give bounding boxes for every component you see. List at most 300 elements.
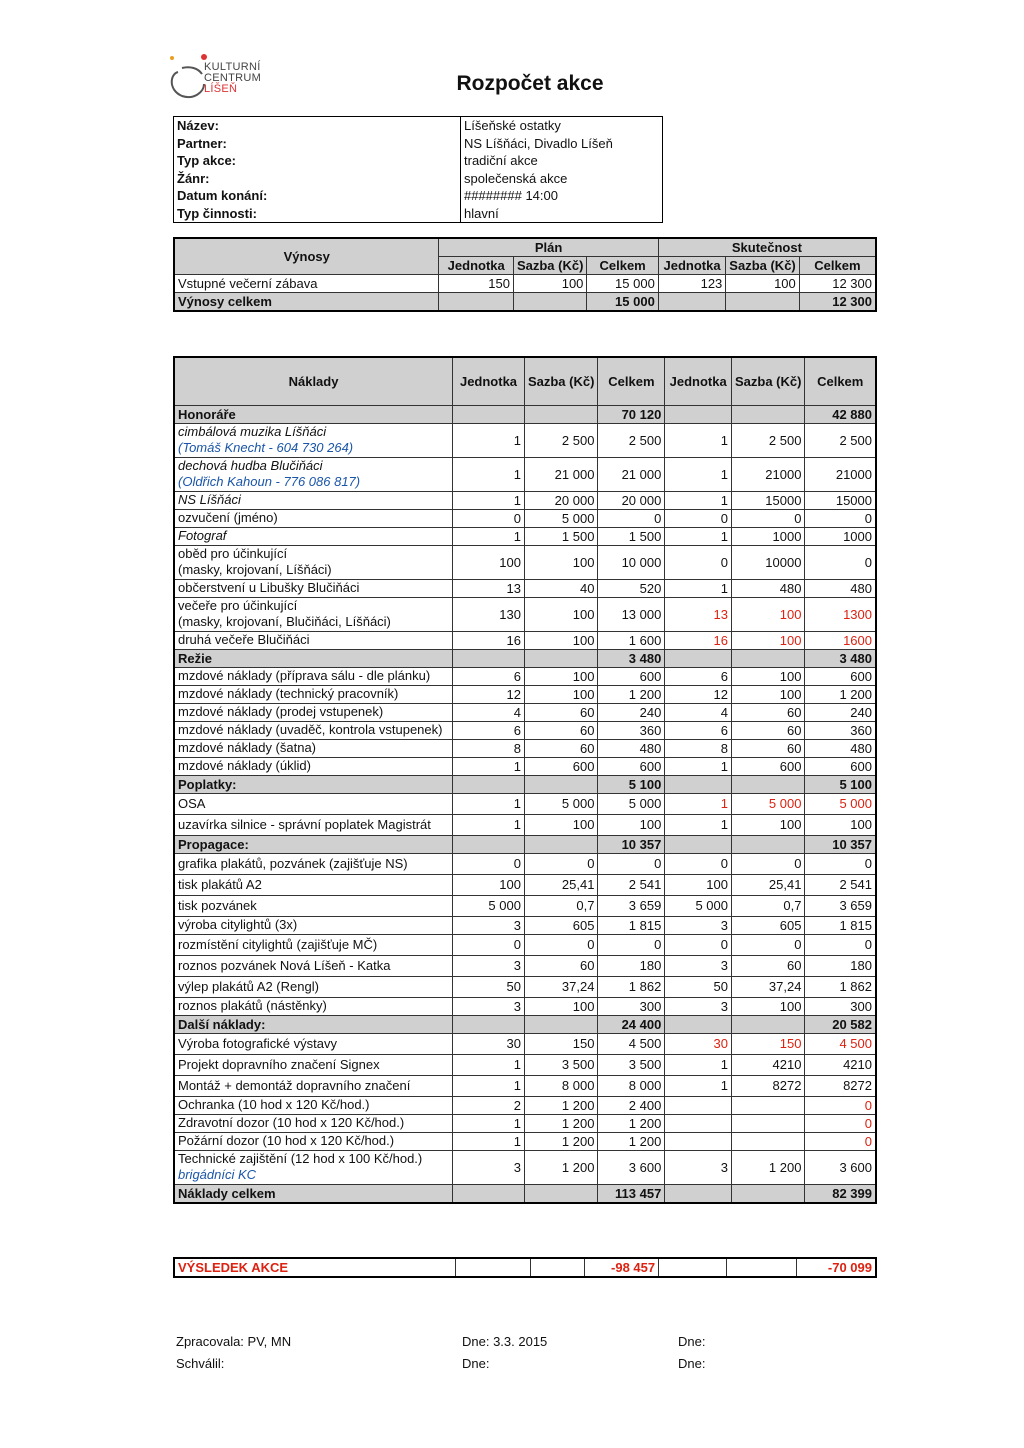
costs-table — [173, 356, 877, 1204]
row-label-line: tisk pozvánek — [178, 897, 257, 913]
value-cell: 8 000 — [524, 1075, 597, 1096]
info-value: hlavní — [461, 205, 663, 223]
value-cell: 0 — [598, 934, 665, 955]
empty-cell — [439, 293, 513, 312]
row-label-line: Požární dozor (10 hod x 120 Kč/hod.) — [178, 1133, 395, 1148]
value-cell: 25,41 — [524, 874, 597, 895]
row-label-line: rozmístění citylightů (zajišťuje MČ) — [178, 936, 378, 952]
date-label: Dne: — [678, 1355, 706, 1371]
value-cell: 0 — [598, 509, 665, 527]
value-cell: 150 — [524, 1033, 597, 1054]
row-label — [174, 579, 453, 597]
value-cell: 100 — [665, 874, 732, 895]
value-cell — [665, 1114, 732, 1132]
value-cell: 15000 — [805, 491, 876, 509]
value-cell: 1 815 — [598, 916, 665, 934]
info-label: Datum konání: — [177, 188, 268, 204]
info-row — [174, 152, 663, 170]
value-cell: 1000 — [805, 527, 876, 545]
info-row — [174, 205, 663, 223]
value-cell: 360 — [598, 721, 665, 739]
value-cell: 16 — [665, 631, 732, 649]
row-label-line: mzdové náklady (úklid) — [178, 758, 311, 773]
row-label-line: brigádníci KC — [178, 1167, 257, 1182]
value-cell: 8272 — [805, 1075, 876, 1096]
value-cell: 5 000 — [524, 509, 597, 527]
date-label: Dne: — [462, 1355, 490, 1371]
column-header: Sazba (Kč) — [524, 357, 597, 405]
value-cell: 1 200 — [731, 1150, 804, 1184]
empty-cell — [665, 835, 732, 853]
value-cell: 0 — [665, 853, 732, 874]
value-cell: 100 — [524, 667, 597, 685]
value-cell: 0 — [598, 853, 665, 874]
value-cell: 150 — [439, 275, 513, 293]
row-label-line: (Oldřich Kahoun - 776 086 817) — [178, 474, 361, 489]
row-label — [174, 457, 453, 491]
signature-label: Schválil: — [176, 1355, 225, 1371]
value-cell: 4210 — [731, 1054, 804, 1075]
table-row — [174, 1075, 876, 1096]
value-cell: 1 815 — [805, 916, 876, 934]
value-cell: 1 200 — [524, 1096, 597, 1114]
value-cell: 30 — [665, 1033, 732, 1054]
row-label-line: uzavírka silnice - správní poplatek Magistrát — [178, 816, 431, 832]
empty-cell — [513, 293, 586, 312]
costs-total-label: Náklady celkem — [174, 1184, 453, 1203]
value-cell: 3 — [453, 955, 525, 976]
section-title: Další náklady: — [174, 1015, 453, 1033]
row-label-line: oběd pro účinkující — [178, 546, 288, 561]
value-cell: 605 — [731, 916, 804, 934]
section-total: 5 100 — [805, 775, 876, 793]
row-label-line: výlep plakátů A2 (Rengl) — [178, 978, 319, 994]
value-cell: 1 — [453, 1054, 525, 1075]
value-cell: 1 — [453, 757, 525, 775]
value-cell: 6 — [453, 667, 525, 685]
value-cell: 0 — [453, 853, 525, 874]
value-cell: 5 000 — [524, 793, 597, 814]
empty-cell — [453, 1015, 525, 1033]
empty-cell — [455, 1258, 531, 1277]
empty-cell — [731, 1015, 804, 1033]
value-cell: 3 — [453, 1150, 525, 1184]
value-cell: 60 — [524, 955, 597, 976]
signature-block — [173, 1330, 773, 1374]
value-cell: 0 — [805, 934, 876, 955]
value-cell: 3 — [665, 955, 732, 976]
empty-cell — [531, 1258, 585, 1277]
table-row — [174, 527, 876, 545]
row-label-line: Fotograf — [178, 528, 227, 543]
empty-cell — [453, 775, 525, 793]
value-cell: 60 — [731, 721, 804, 739]
section-total: 24 400 — [598, 1015, 665, 1033]
revenue-header: Výnosy — [174, 238, 439, 275]
table-row — [174, 853, 876, 874]
row-label — [174, 667, 453, 685]
section-title: Režie — [174, 649, 453, 667]
value-cell: 3 — [665, 916, 732, 934]
row-label — [174, 1114, 453, 1132]
row-label-line: mzdové náklady (příprava sálu - dle plánku) — [178, 668, 431, 683]
empty-cell — [524, 405, 597, 423]
table-row — [174, 874, 876, 895]
section-total: 3 480 — [805, 649, 876, 667]
revenue-total: 12 300 — [799, 293, 876, 312]
value-cell: 3 600 — [598, 1150, 665, 1184]
empty-cell — [453, 405, 525, 423]
info-value: NS Líšňáci, Divadlo Líšeň — [461, 135, 663, 153]
row-label-line: mzdové náklady (šatna) — [178, 740, 317, 755]
empty-cell — [524, 1015, 597, 1033]
value-cell — [665, 1096, 732, 1114]
value-cell: 100 — [453, 874, 525, 895]
value-cell: 10000 — [731, 545, 804, 579]
table-row — [174, 631, 876, 649]
value-cell: 1 200 — [598, 685, 665, 703]
value-cell: 123 — [658, 275, 726, 293]
value-cell: 1 — [665, 579, 732, 597]
value-cell: 0 — [453, 509, 525, 527]
value-cell: 12 300 — [799, 275, 876, 293]
value-cell: 0 — [805, 1132, 876, 1150]
value-cell: 600 — [524, 757, 597, 775]
value-cell: 3 — [665, 1150, 732, 1184]
table-row — [174, 1150, 876, 1184]
value-cell: 100 — [805, 814, 876, 835]
value-cell: 100 — [524, 814, 597, 835]
info-value: tradiční akce — [461, 152, 663, 170]
value-cell: 1 — [665, 457, 732, 491]
value-cell: 20 000 — [524, 491, 597, 509]
section-row — [174, 835, 876, 853]
table-row — [174, 997, 876, 1015]
value-cell: 4210 — [805, 1054, 876, 1075]
row-label-line: občerstvení u Libušky Blučiňáci — [178, 580, 360, 595]
row-label — [174, 527, 453, 545]
value-cell: 15 000 — [587, 275, 658, 293]
table-row — [174, 1132, 876, 1150]
value-cell: 20 000 — [598, 491, 665, 509]
result-label: VÝSLEDEK AKCE — [174, 1258, 455, 1277]
value-cell: 2 500 — [731, 423, 804, 457]
column-header: Sazba (Kč) — [731, 357, 804, 405]
empty-cell — [731, 1184, 804, 1203]
row-label — [174, 874, 453, 895]
value-cell: 100 — [731, 597, 804, 631]
value-cell: 100 — [524, 685, 597, 703]
value-cell: 240 — [598, 703, 665, 721]
row-label-line: dechová hudba Blučiňáci — [178, 458, 323, 473]
table-row — [174, 1114, 876, 1132]
value-cell: 480 — [805, 739, 876, 757]
row-label-line: (masky, krojovaní, Líšňáci) — [178, 562, 332, 577]
row-label-line: (Tomáš Knecht - 604 730 264) — [178, 440, 354, 455]
empty-cell — [453, 835, 525, 853]
table-row — [174, 545, 876, 579]
empty-cell — [726, 1258, 796, 1277]
empty-cell — [731, 649, 804, 667]
logo — [160, 50, 310, 110]
info-label: Typ činnosti: — [177, 205, 257, 221]
value-cell: 3 500 — [524, 1054, 597, 1075]
value-cell: 2 — [453, 1096, 525, 1114]
value-cell: 0 — [524, 934, 597, 955]
value-cell: 21 000 — [524, 457, 597, 491]
value-cell: 100 — [524, 545, 597, 579]
result-table — [173, 1257, 877, 1278]
value-cell: 21 000 — [598, 457, 665, 491]
section-row — [174, 1015, 876, 1033]
value-cell: 1 862 — [805, 976, 876, 997]
row-label-line: výroba citylightů (3x) — [178, 917, 298, 932]
column-header: Jednotka — [665, 357, 732, 405]
empty-cell — [731, 405, 804, 423]
value-cell: 300 — [598, 997, 665, 1015]
actual-header: Skutečnost — [658, 238, 876, 257]
info-label: Název: — [177, 118, 219, 134]
value-cell: 1 — [665, 814, 732, 835]
row-label — [174, 739, 453, 757]
row-label — [174, 545, 453, 579]
empty-cell — [524, 649, 597, 667]
table-row — [174, 685, 876, 703]
section-total: 42 880 — [805, 405, 876, 423]
value-cell: 2 500 — [598, 423, 665, 457]
value-cell: 6 — [665, 721, 732, 739]
result-value: -98 457 — [585, 1258, 659, 1277]
value-cell: 100 — [731, 814, 804, 835]
value-cell: 520 — [598, 579, 665, 597]
section-total: 20 582 — [805, 1015, 876, 1033]
value-cell: 3 659 — [805, 895, 876, 916]
value-cell: 0 — [805, 509, 876, 527]
value-cell: 1 600 — [598, 631, 665, 649]
value-cell: 0 — [731, 853, 804, 874]
table-row — [174, 739, 876, 757]
value-cell: 360 — [805, 721, 876, 739]
value-cell: 5 000 — [453, 895, 525, 916]
value-cell — [731, 1132, 804, 1150]
value-cell: 1 — [453, 491, 525, 509]
value-cell: 1 — [453, 423, 525, 457]
value-cell — [665, 1132, 732, 1150]
value-cell: 60 — [524, 721, 597, 739]
row-label-line: Zdravotní dozor (10 hod x 120 Kč/hod.) — [178, 1115, 405, 1130]
column-header: Celkem — [805, 357, 876, 405]
section-total: 3 480 — [598, 649, 665, 667]
info-label: Žánr: — [177, 170, 210, 186]
row-label-line: (masky, krojovaní, Blučiňáci, Líšňáci) — [178, 614, 391, 629]
table-row — [174, 955, 876, 976]
value-cell: 1 — [665, 423, 732, 457]
logo-line3: LÍŠEŇ — [204, 83, 238, 95]
row-label — [174, 853, 453, 874]
costs-total: 113 457 — [598, 1184, 665, 1203]
value-cell: 8 — [665, 739, 732, 757]
value-cell: 1 500 — [598, 527, 665, 545]
value-cell: 5 000 — [731, 793, 804, 814]
value-cell: 13 — [453, 579, 525, 597]
value-cell: 1 500 — [524, 527, 597, 545]
value-cell: 0 — [805, 1114, 876, 1132]
row-label — [174, 757, 453, 775]
row-label-line: večeře pro účinkující — [178, 598, 298, 613]
column-header: Sazba (Kč) — [513, 257, 586, 275]
value-cell: 0 — [805, 853, 876, 874]
row-label — [174, 1054, 453, 1075]
row-label — [174, 793, 453, 814]
value-cell: 5 000 — [665, 895, 732, 916]
empty-cell — [524, 1184, 597, 1203]
value-cell: 1600 — [805, 631, 876, 649]
value-cell: 2 400 — [598, 1096, 665, 1114]
row-label — [174, 997, 453, 1015]
table-row — [174, 457, 876, 491]
value-cell: 0,7 — [524, 895, 597, 916]
value-cell: 2 500 — [805, 423, 876, 457]
costs-header: Náklady — [174, 357, 453, 405]
value-cell: 60 — [731, 739, 804, 757]
table-row — [174, 509, 876, 527]
revenue-total-label: Výnosy celkem — [174, 293, 439, 312]
value-cell — [731, 1096, 804, 1114]
value-cell: 1000 — [731, 527, 804, 545]
signature-label: Zpracovala: PV, MN — [176, 1333, 292, 1349]
value-cell: 4 500 — [805, 1033, 876, 1054]
table-row — [174, 1033, 876, 1054]
value-cell: 1 — [453, 793, 525, 814]
costs-total: 82 399 — [805, 1184, 876, 1203]
date-label: Dne: — [678, 1333, 706, 1349]
empty-cell — [524, 835, 597, 853]
column-header: Celkem — [587, 257, 658, 275]
row-label-line: grafika plakátů, pozvánek (zajišťuje NS) — [178, 855, 408, 871]
value-cell: 1 200 — [598, 1132, 665, 1150]
row-label — [174, 597, 453, 631]
empty-cell — [665, 405, 732, 423]
row-label — [174, 934, 453, 955]
row-label — [174, 916, 453, 934]
event-info-table — [173, 116, 663, 223]
value-cell: 1 — [665, 527, 732, 545]
section-row — [174, 775, 876, 793]
value-cell: 2 541 — [805, 874, 876, 895]
table-row — [174, 934, 876, 955]
column-header: Jednotka — [453, 357, 525, 405]
value-cell: 5 000 — [598, 793, 665, 814]
value-cell: 100 — [524, 597, 597, 631]
row-label-line: ozvučení (jméno) — [178, 510, 278, 525]
logo-line2: CENTRUM — [204, 72, 262, 84]
value-cell: 600 — [731, 757, 804, 775]
value-cell: 37,24 — [524, 976, 597, 997]
row-label — [174, 1096, 453, 1114]
section-title: Propagace: — [174, 835, 453, 853]
row-label-line: mzdové náklady (prodej vstupenek) — [178, 704, 384, 719]
value-cell: 600 — [805, 757, 876, 775]
value-cell: 12 — [665, 685, 732, 703]
row-label-line: roznos plakátů (nástěnky) — [178, 998, 327, 1013]
row-label-line: mzdové náklady (uvaděč, kontrola vstupenek) — [178, 722, 443, 737]
empty-cell — [658, 293, 726, 312]
row-label — [174, 685, 453, 703]
value-cell: 600 — [598, 757, 665, 775]
value-cell: 1 — [665, 757, 732, 775]
value-cell: 3 — [665, 997, 732, 1015]
value-cell: 1 200 — [524, 1132, 597, 1150]
value-cell: 0 — [665, 545, 732, 579]
value-cell: 1 — [665, 491, 732, 509]
value-cell: 480 — [731, 579, 804, 597]
value-cell: 0 — [731, 509, 804, 527]
value-cell: 480 — [598, 739, 665, 757]
value-cell: 100 — [731, 667, 804, 685]
value-cell: 100 — [731, 685, 804, 703]
table-row — [174, 275, 876, 293]
value-cell: 130 — [453, 597, 525, 631]
section-row — [174, 649, 876, 667]
value-cell: 3 — [453, 916, 525, 934]
row-label — [174, 1075, 453, 1096]
info-row — [174, 135, 663, 153]
value-cell: 0 — [665, 934, 732, 955]
table-row — [174, 814, 876, 835]
row-label — [174, 423, 453, 457]
empty-cell — [665, 1015, 732, 1033]
row-label-line: cimbálová muzika Líšňáci — [178, 424, 327, 439]
info-label: Typ akce: — [177, 153, 237, 169]
revenue-total: 15 000 — [587, 293, 658, 312]
empty-cell — [665, 775, 732, 793]
value-cell: 180 — [805, 955, 876, 976]
value-cell: 605 — [524, 916, 597, 934]
empty-cell — [659, 1258, 727, 1277]
revenue-table — [173, 237, 877, 312]
value-cell: 30 — [453, 1033, 525, 1054]
value-cell: 480 — [805, 579, 876, 597]
row-label — [174, 1132, 453, 1150]
section-row — [174, 405, 876, 423]
value-cell: 15000 — [731, 491, 804, 509]
row-label: Vstupné večerní zábava — [174, 275, 439, 293]
row-label — [174, 631, 453, 649]
row-label-line: druhá večeře Blučiňáci — [178, 632, 310, 647]
value-cell: 1 200 — [805, 685, 876, 703]
value-cell: 50 — [665, 976, 732, 997]
row-label-line: Technické zajištění (12 hod x 100 Kč/hod.) — [178, 1151, 423, 1166]
value-cell: 3 500 — [598, 1054, 665, 1075]
column-header: Sazba (Kč) — [726, 257, 799, 275]
value-cell — [731, 1114, 804, 1132]
table-row — [174, 757, 876, 775]
row-label-line: Montáž + demontáž dopravního značení — [178, 1077, 411, 1093]
value-cell: 1 — [665, 793, 732, 814]
empty-cell — [453, 649, 525, 667]
value-cell: 60 — [731, 703, 804, 721]
value-cell: 5 000 — [805, 793, 876, 814]
row-label-line: Projekt dopravního značení Signex — [178, 1056, 380, 1072]
value-cell: 100 — [731, 631, 804, 649]
value-cell: 100 — [453, 545, 525, 579]
value-cell: 21000 — [805, 457, 876, 491]
value-cell: 0 — [524, 853, 597, 874]
plan-header: Plán — [439, 238, 658, 257]
value-cell: 100 — [726, 275, 799, 293]
value-cell: 3 600 — [805, 1150, 876, 1184]
value-cell: 150 — [731, 1033, 804, 1054]
